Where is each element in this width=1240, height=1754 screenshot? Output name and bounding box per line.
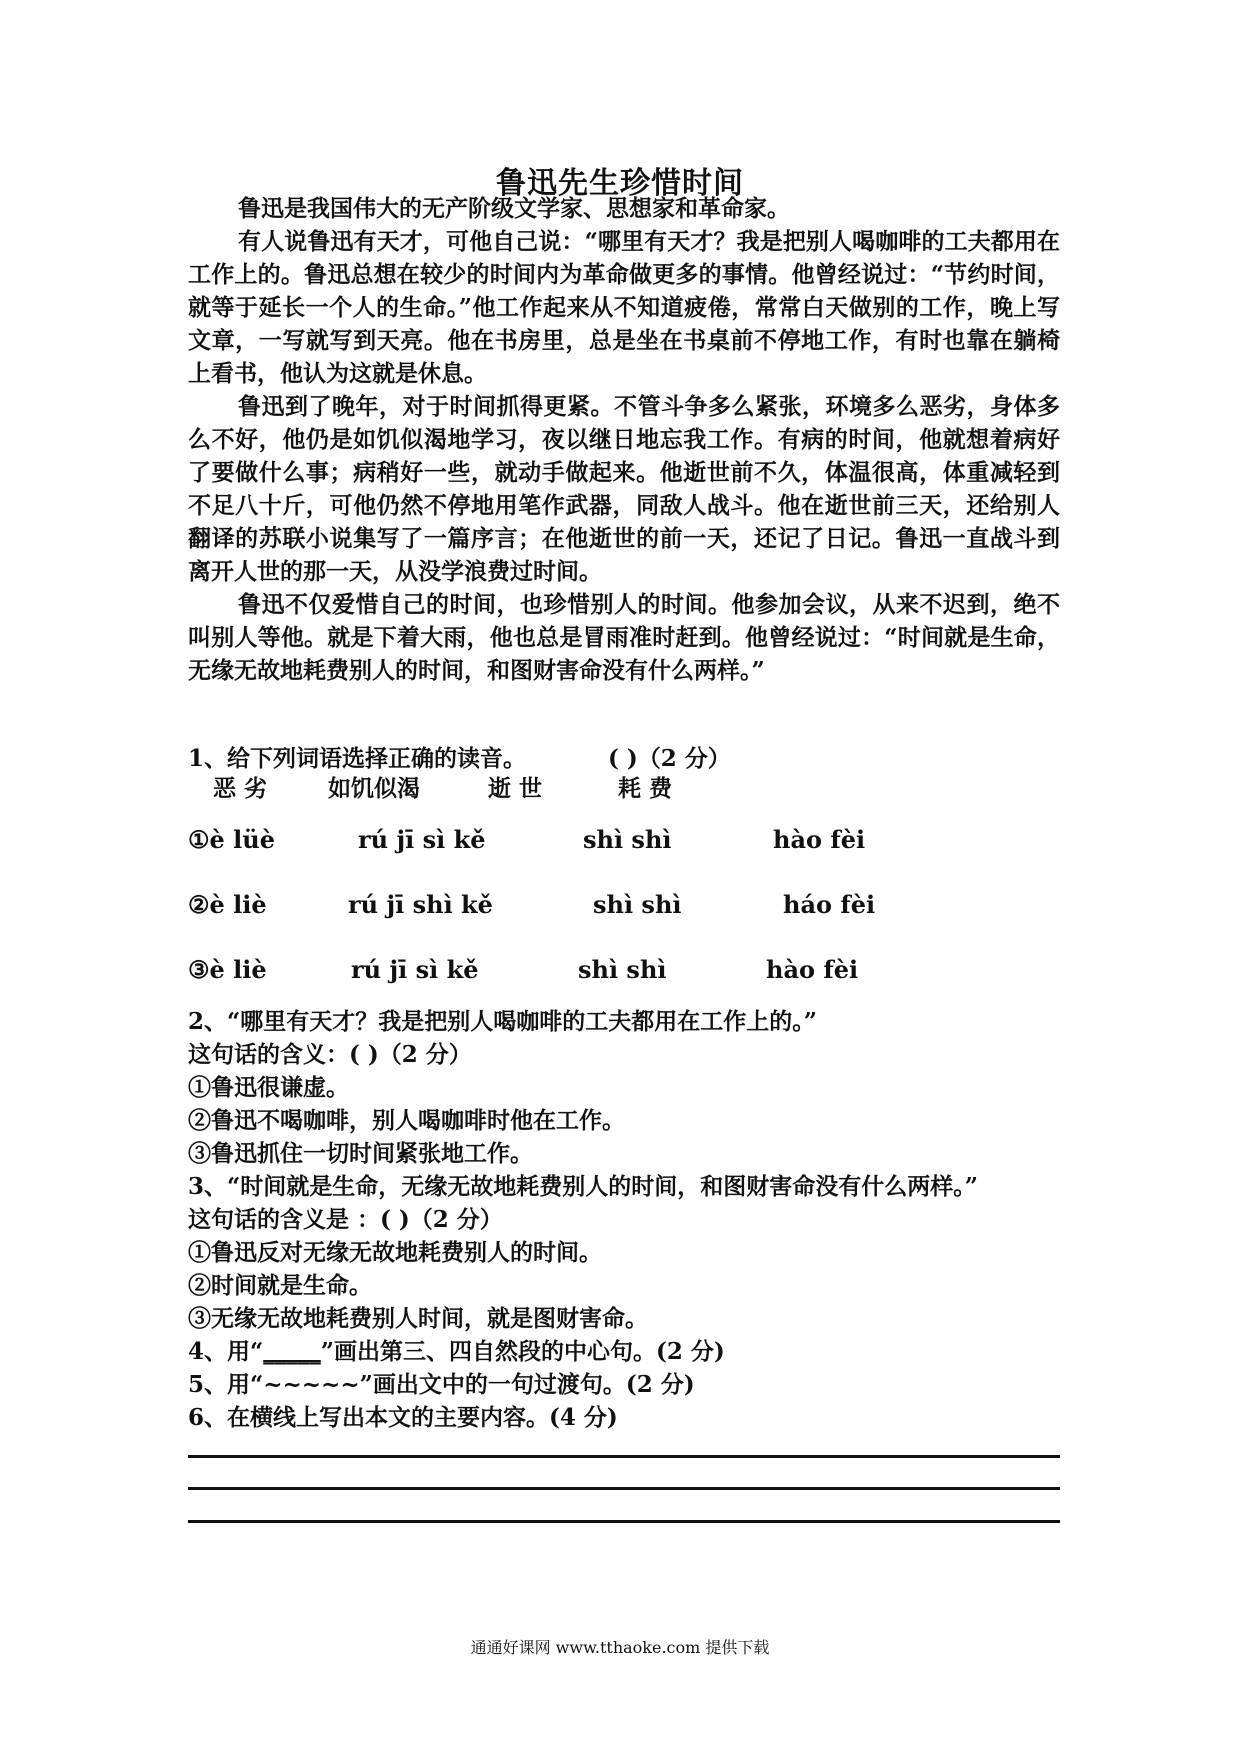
pinyin-item: rú jī sì kě	[351, 955, 479, 984]
question-4-pre: 4、用“	[188, 1338, 264, 1365]
pinyin-item: ③è liè	[188, 955, 267, 984]
question-4-post: ”画出第三、四自然段的中心句。(2 分)	[320, 1338, 725, 1365]
answer-line	[188, 1487, 1060, 1490]
question-2-prompt: 2、“哪里有天才？我是把别人喝咖啡的工夫都用在工作上的。”	[188, 1008, 817, 1035]
question-3-meaning: 这句话的含义是 ：( )（2 分）	[188, 1206, 503, 1233]
paragraph-1: 鲁迅是我国伟大的无产阶级文学家、思想家和革命家。	[238, 195, 790, 222]
footer-credit: 通通好课网 www.tthaoke.com 提供下载	[470, 1638, 770, 1657]
underline-mark: _____	[263, 1338, 321, 1365]
question-2-option-3: ③鲁迅抓住一切时间紧张地工作。	[188, 1140, 533, 1167]
question-3-option-2: ②时间就是生命。	[188, 1272, 372, 1299]
pinyin-item: ①è lüè	[188, 825, 275, 854]
word-item: 如饥似渴	[328, 775, 420, 802]
pinyin-item: rú jī shì kě	[348, 890, 493, 919]
question-1-text: 1、给下列词语选择正确的读音。	[188, 745, 527, 772]
question-3-option-3: ③无缘无故地耗费别人时间，就是图财害命。	[188, 1305, 648, 1332]
word-item: 恶 劣	[213, 775, 268, 802]
question-1-answer-blank: ( )（2 分）	[608, 745, 731, 772]
question-3-option-1: ①鲁迅反对无缘无故地耗费别人的时间。	[188, 1239, 602, 1266]
pinyin-item: shì shì	[593, 890, 682, 919]
pinyin-item: háo fèi	[783, 890, 876, 919]
paragraph-2: 有人说鲁迅有天才，可他自己说：“哪里有天才？我是把别人喝咖啡的工夫都用在工作上的。鲁迅总想在较少的时间内为革命做更多的事情。他曾经说过：“节约时间，就等于延长一个人的生命。”他工作起来从不知道疲倦，常常白天做别的工作，晚上写文章，一写就写到天亮。他在书房里，总是坐在书桌前不停地工作，有时也靠在躺椅上看书，他认为这就是休息。	[188, 228, 1060, 387]
paragraph-4: 鲁迅不仅爱惜自己的时间，也珍惜别人的时间。他参加会议，从来不迟到，绝不叫别人等他。就是下着大雨，他也总是冒雨准时赶到。他曾经说过：“时间就是生命，无缘无故地耗费别人的时间，和图财害命没有什么两样。”	[188, 591, 1060, 684]
page-title: 鲁迅先生珍惜时间	[496, 166, 744, 201]
pinyin-item: rú jī sì kě	[358, 825, 486, 854]
pinyin-item: ②è liè	[188, 890, 267, 919]
question-2-option-2: ②鲁迅不喝咖啡，别人喝咖啡时他在工作。	[188, 1107, 625, 1134]
question-5: 5、用“~~~~~”画出文中的一句过渡句。(2 分)	[188, 1371, 695, 1398]
question-4	[188, 1333, 725, 1366]
question-2-option-1: ①鲁迅很谦虚。	[188, 1074, 349, 1101]
pinyin-item: shì shì	[583, 825, 672, 854]
pinyin-item: hào fèi	[766, 955, 859, 984]
word-item: 耗 费	[618, 775, 673, 802]
answer-line	[188, 1520, 1060, 1523]
answer-line	[188, 1455, 1060, 1458]
word-item: 逝 世	[488, 775, 543, 802]
question-2-meaning: 这句话的含义：( )（2 分）	[188, 1041, 472, 1068]
pinyin-item: hào fèi	[773, 825, 866, 854]
question-3-prompt: 3、“时间就是生命，无缘无故地耗费别人的时间，和图财害命没有什么两样。”	[188, 1173, 978, 1200]
paragraph-3: 鲁迅到了晚年，对于时间抓得更紧。不管斗争多么紧张，环境多么恶劣，身体多么不好，他仍是如饥似渴地学习，夜以继日地忘我工作。有病的时间，他就想着病好了要做什么事；病稍好一些，就动手做起来。他逝世前不久，体温很高，体重减轻到不足八十斤，可他仍然不停地用笔作武器，同敌人战斗。他在逝世前三天，还给别人翻译的苏联小说集写了一篇序言；在他逝世的前一天，还记了日记。鲁迅一直战斗到离开人世的那一天，从没学浪费过时间。	[188, 393, 1060, 585]
question-1-prompt	[188, 740, 731, 773]
pinyin-item: shì shì	[578, 955, 667, 984]
question-6: 6、在横线上写出本文的主要内容。(4 分)	[188, 1404, 618, 1431]
